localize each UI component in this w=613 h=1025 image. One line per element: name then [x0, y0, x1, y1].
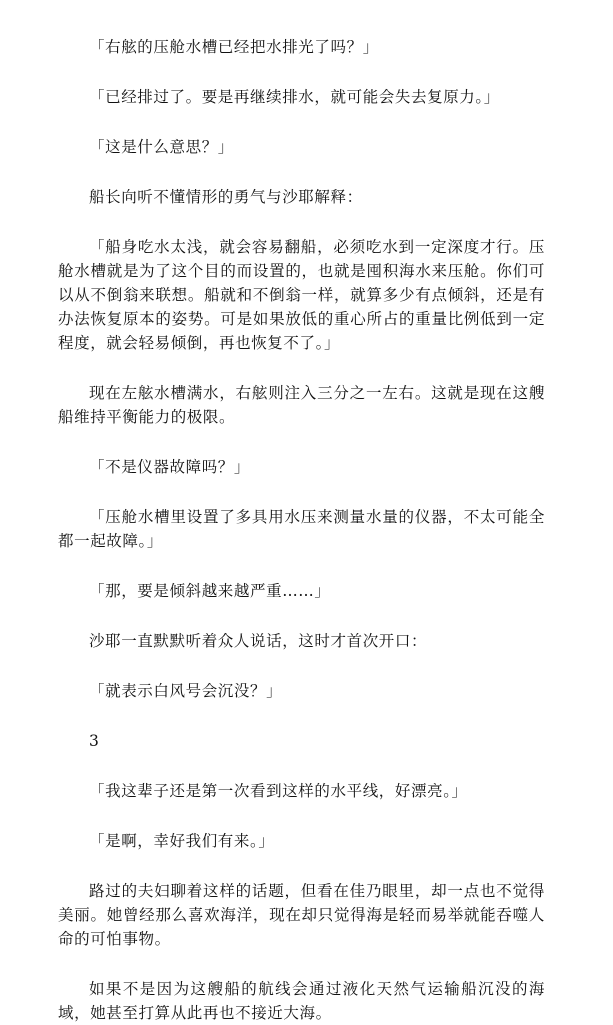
paragraph-8: 「压舱水槽里设置了多具用水压来测量水量的仪器，不太可能全都一起故障。」: [58, 508, 545, 550]
paragraph-3: 「这是什么意思？」: [89, 138, 234, 156]
paragraph-10: 沙耶一直默默听着众人说话，这时才首次开口：: [89, 632, 428, 650]
paragraph-7: 「不是仪器故障吗？」: [89, 458, 251, 476]
paragraph-12: 「我这辈子还是第一次看到这样的水平线，好漂亮。」: [89, 782, 468, 800]
section-number: 3: [89, 732, 100, 750]
paragraph-5: 「船身吃水太浅，就会容易翻船，必须吃水到一定深度才行。压舱水槽就是为了这个目的而设置的，也就是囤积海水来压舱。你们可以从不倒翁来联想。船就和不倒翁一样，就算多少有点倾斜，还是有办法恢复原本的姿势。可是如果放低的重心所占的重量比例低到一定程度，就会轻易倾倒，再也恢复不了。」: [58, 238, 545, 352]
paragraph-9: 「那，要是倾斜越来越严重……」: [89, 582, 331, 600]
paragraph-15: 如果不是因为这艘船的航线会通过液化天然气运输船沉没的海域，她甚至打算从此再也不接近大海。: [58, 980, 545, 1022]
paragraph-1: 「右舷的压舱水槽已经把水排光了吗？」: [89, 38, 379, 56]
paragraph-6: 现在左舷水槽满水，右舷则注入三分之一左右。这就是现在这艘船维持平衡能力的极限。: [58, 384, 545, 426]
paragraph-13: 「是啊，幸好我们有来。」: [89, 832, 275, 850]
paragraph-4: 船长向听不懂情形的勇气与沙耶解释：: [89, 188, 363, 206]
paragraph-2: 「已经排过了。要是再继续排水，就可能会失去复原力。」: [89, 88, 500, 106]
paragraph-14: 路过的夫妇聊着这样的话题，但看在佳乃眼里，却一点也不觉得美丽。她曾经那么喜欢海洋，现在却只觉得海是轻而易举就能吞噬人命的可怕事物。: [58, 882, 545, 948]
paragraph-11: 「就表示白风号会沉没？」: [89, 682, 283, 700]
